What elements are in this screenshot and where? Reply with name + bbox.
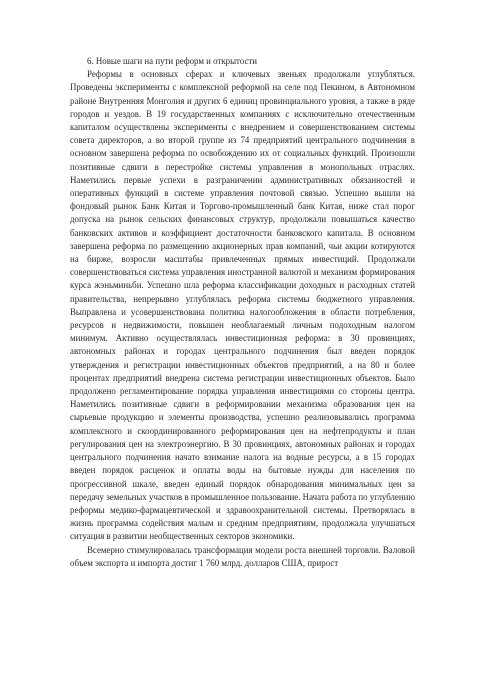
document-body <box>70 55 415 570</box>
paragraph: Всемерно стимулировалась трансформация модели роста внешней торговли. Валовой объем экспорта и импорта достиг 1 760 млрд. долларов США, прирост <box>70 544 415 568</box>
section-heading: 6. Новые шаги на пути реформ и открытости <box>87 56 258 66</box>
paragraph: Реформы в основных сферах и ключевых звеньях продолжали углубляться. Проведены эксперименты с комплексной реформой на селе под Пекином, в Автономном районе Внутренняя Монголия и других 6 единиц провинциального уровня, а также в ряде городов и уездов. В 19 государственных компаниях с исключительно отечественным капиталом осуществлены эксперименты с внедрением и совершенствованием системы совета директоров, а во второй группе из 74 предприятий центрального подчинения в основном завершена реформа по освобождению их от социальных функций. Произошли позитивные сдвиги в перестройке системы управления в монопольных отраслях. Наметились первые успехи в разграничении административных обязанностей и оперативных функций в системе управления почтовой связью. Успешно вышли на фондовый рынок Банк Китая и Торгово-промышленный банк Китая, ниже стал порог допуска на рынок сельских финансовых структур, продолжали повышаться качество банковских активов и коэффициент достаточности банковского капитала. В основном завершена реформа по размещению акционерных прав компаний, чьи акции котируются на бирже, возросли масштабы привлеченных прямых инвестиций. Продолжали совершенствоваться система управления иностранной валютой и механизм формирования курса жэньминьби. Успешно шла реформа классификации доходных и расходных статей правительства, непрерывно углублялась реформа системы бюджетного управления. Выправлена и усовершенствована политика налогообложения в области потребления, ресурсов и недвижимости, повышен необлагаемый личным подоходным налогом минимум. Активно осуществлялась инвестиционная реформа: в 30 провинциях, автономных районах и городах центрального подчинения был введен порядок утверждения и регистрации инвестиционных объектов предприятий, а на 80 и более процентах предприятий внедрена система регистрации инвестиционных объектов. Было продолжено регламентирование порядка управления инвестициями со стороны центра. Наметились позитивные сдвиги в реформировании механизма образования цен на сырьевые продукцию и элементы производства, успешно реализовывались программа комплексного и скоординированного реформирования цен на нефтепродукты и план регулирования цен на электроэнергию. В 30 провинциях, автономных районах и городах центрального подчинения начато взимание налога на водные ресурсы, а в 15 городах введен порядок расценок и оплаты воды на бытовые нужды для населения по прогрессивной шкале, введен единый порядок обнародования минимальных цен за передачу земельных участков в промышленное пользование. Начата работа по углублению реформы медико-фармацевтической и здравоохранительной системы. Претворялась в жизнь программа содействия малым и средним предприятиям, продолжала улучшаться ситуация в развитии необщественных секторов экономики. <box>70 69 415 542</box>
